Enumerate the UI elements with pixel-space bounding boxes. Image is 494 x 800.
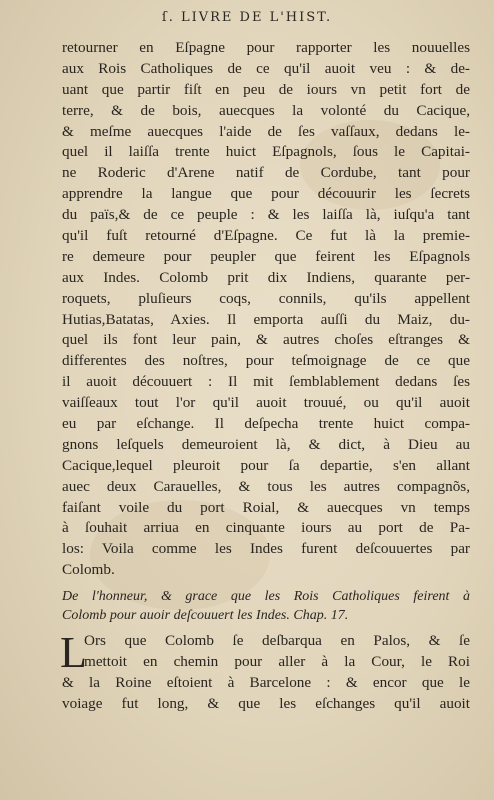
text-line: auec deux Carauelles, & tous les autres compagnõs, — [62, 477, 470, 495]
text-line: ne Roderic d'Arene natif de Cordube, tant pour — [62, 164, 470, 182]
text-line: los: Voila comme les Indes furent deſcouuertes par — [62, 540, 470, 558]
text-line: Ors que Colomb ſe deſbarqua en Palos, & ſe — [84, 632, 470, 650]
text-line: faiſant voile du port Roial, & auecques vn temps — [62, 498, 470, 516]
text-line: differentes des noſtres, pour teſmoignage de ce que — [62, 352, 470, 370]
paragraph — [62, 38, 470, 581]
text-block — [62, 38, 470, 715]
text-line: Colomb. — [62, 561, 115, 579]
text-line: à ſouhait arriua en cinquante iours au port de Pa- — [62, 519, 470, 537]
text-line: De l'honneur, & grace que les Rois Catholiques feirent à — [62, 589, 470, 605]
text-line: aux Rois Catholiques de ce qu'il auoit veu : & de- — [62, 59, 470, 77]
drop-cap: L — [60, 628, 87, 678]
text-line: uant que partir fiſt en peu de iours vn petit fort de — [62, 80, 470, 98]
text-line: aux Indes. Colomb prit dix Indiens, quarante per- — [62, 268, 470, 286]
text-line: & la Roine eſtoient à Barcelone : & encor que le — [62, 673, 470, 691]
text-line: roquets, pluſieurs coqs, connils, qu'ils appellent — [62, 289, 470, 307]
chapter-heading — [62, 587, 470, 625]
text-line: vaiſſeaux tout l'or qu'il auoit trouué, ou qu'il auoit — [62, 394, 470, 412]
text-line: & meſme auecques l'aide de ſes vaſſaux, dedans le- — [62, 122, 470, 140]
text-line: gnons leſquels demeuroient là, & dict, à Dieu au — [62, 435, 470, 453]
text-line: terre, & de bois, auecques la volonté du Cacique, — [62, 101, 470, 119]
text-line: Colomb pour auoir deſcouuert les Indes. Chap. 17. — [62, 608, 349, 624]
text-line: apprendre la langue que pour découurir les ſecrets — [62, 185, 470, 203]
text-line: mettoit en chemin pour aller à la Cour, le Roi — [84, 653, 470, 671]
text-line: quel il laiſſa trente huict Eſpagnols, ſous le Capitai- — [62, 143, 470, 161]
text-line: re demeure pour peupler que feirent les Eſpagnols — [62, 247, 470, 265]
paragraph — [60, 628, 470, 715]
text-line: il auoit découuert : Il mit ſemblablement dedans ſes — [62, 373, 470, 391]
paragraph-lines — [60, 628, 470, 715]
text-line: Hutias,Batatas, Axies. Il emporta auſſi du Maiz, du- — [62, 310, 470, 328]
running-head: ſ. LIVRE DE L'HIST. — [161, 10, 333, 25]
text-line: eu par eſchange. Il deſpecha trente huict compa- — [62, 415, 470, 433]
text-line: du païs,& de ce peuple : & les laiſſa là, iuſqu'a tant — [62, 206, 470, 224]
text-line: Cacique,lequel pleuroit pour ſa departie, s'en allant — [62, 456, 470, 474]
text-line: quel ils font leur pain, & autres choſes eſtranges & — [62, 331, 470, 349]
text-line: voiage fut long, & que les eſchanges qu'il auoit — [62, 694, 470, 712]
text-line: qu'il fuſt retourné d'Eſpagne. Ce fut là la premie- — [62, 227, 470, 245]
text-line: retourner en Eſpagne pour rapporter les nouuelles — [62, 39, 470, 56]
